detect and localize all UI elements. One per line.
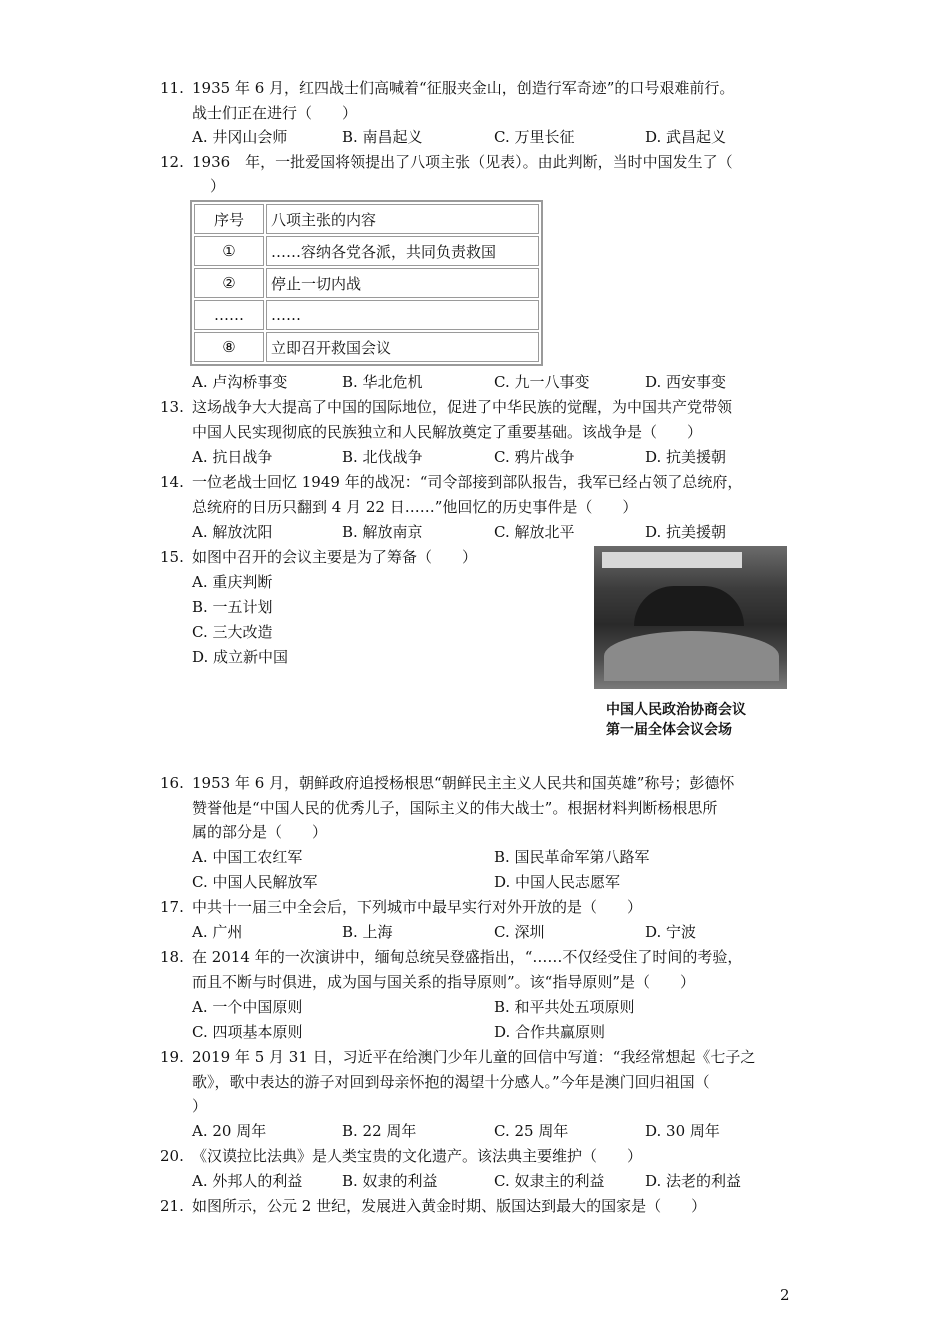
option-d[interactable]: D. 西安事变	[645, 373, 727, 391]
question-text: ）	[210, 177, 226, 195]
question-number: 14.	[160, 473, 184, 491]
option-a[interactable]: A. 20 周年	[192, 1122, 267, 1140]
option-c[interactable]: C. 万里长征	[494, 128, 575, 146]
table-header-row	[194, 204, 539, 234]
question-text: 中国人民实现彻底的民族独立和人民解放奠定了重要基础。该战争是（ ）	[192, 423, 703, 441]
option-b[interactable]: B. 上海	[342, 923, 393, 941]
photo-floor	[604, 631, 779, 681]
option-c[interactable]: C. 奴隶主的利益	[494, 1172, 605, 1190]
question-text: 歌》，歌中表达的游子对回到母亲怀抱的渴望十分感人。”今年是澳门回归祖国（	[192, 1073, 710, 1091]
option-c[interactable]: C. 解放北平	[494, 523, 575, 541]
question-text: 在 2014 年的一次演讲中，缅甸总统吴登盛指出，“……不仅经受住了时间的考验，	[192, 948, 743, 966]
table-cell: ……容纳各党各派，共同负责救国	[266, 236, 539, 266]
option-c[interactable]: C. 三大改造	[192, 623, 273, 641]
question-text: 1935 年 6 月，红四战士们高喊着“征服夹金山，创造行军奇迹”的口号艰难前行。	[192, 79, 735, 97]
option-b[interactable]: B. 奴隶的利益	[342, 1172, 438, 1190]
table-row	[194, 236, 539, 266]
question-text: 而且不断与时俱进，成为国与国关系的指导原则”。该“指导原则”是（ ）	[192, 973, 696, 991]
question-text: 1953 年 6 月，朝鲜政府追授杨根思“朝鲜民主主义人民共和国英雄”称号；彭德怀	[192, 774, 735, 792]
option-b[interactable]: B. 华北危机	[342, 373, 423, 391]
option-d[interactable]: D. 30 周年	[645, 1122, 720, 1140]
question-text: 赞誉他是“中国人民的优秀儿子，国际主义的伟大战士”。根据材料判断杨根思所	[192, 799, 718, 817]
option-a[interactable]: A. 卢沟桥事变	[192, 373, 288, 391]
photo-stage	[634, 586, 744, 626]
option-b[interactable]: B. 和平共处五项原则	[494, 998, 635, 1016]
option-d[interactable]: D. 宁波	[645, 923, 697, 941]
table-cell: ②	[194, 268, 264, 298]
table-cell: ①	[194, 236, 264, 266]
question-text: 这场战争大大提高了中国的国际地位，促进了中华民族的觉醒，为中国共产党带领	[192, 398, 733, 416]
question-number: 21.	[160, 1197, 184, 1215]
question-text: 如图中召开的会议主要是为了筹备（ ）	[192, 548, 478, 566]
question-text: 如图所示，公元 2 世纪，发展进入黄金时期、版国达到最大的国家是（ ）	[192, 1197, 707, 1215]
question-text: 《汉谟拉比法典》是人类宝贵的文化遗产。该法典主要维护（ ）	[192, 1147, 643, 1165]
option-a[interactable]: A. 一个中国原则	[192, 998, 303, 1016]
option-a[interactable]: A. 中国工农红军	[192, 848, 303, 866]
question-number: 18.	[160, 948, 184, 966]
option-b[interactable]: B. 北伐战争	[342, 448, 423, 466]
question-text: 1936 年，一批爱国将领提出了八项主张（见表）。由此判断，当时中国发生了（	[192, 153, 733, 171]
option-d[interactable]: D. 抗美援朝	[645, 448, 727, 466]
option-d[interactable]: D. 武昌起义	[645, 128, 727, 146]
question-number: 20.	[160, 1147, 184, 1165]
question-text: 一位老战士回忆 1949 年的战况：“司令部接到部队报告，我军已经占领了总统府，	[192, 473, 743, 491]
table-row	[194, 300, 539, 330]
option-b[interactable]: B. 南昌起义	[342, 128, 423, 146]
option-c[interactable]: C. 中国人民解放军	[192, 873, 318, 891]
question-text: 属的部分是（ ）	[192, 823, 328, 841]
option-b[interactable]: B. 22 周年	[342, 1122, 417, 1140]
question-number: 13.	[160, 398, 184, 416]
option-c[interactable]: C. 四项基本原则	[192, 1023, 303, 1041]
question-number: 11.	[160, 79, 184, 97]
question-number: 15.	[160, 548, 184, 566]
table-header: 序号	[194, 204, 264, 234]
option-d[interactable]: D. 法老的利益	[645, 1172, 742, 1190]
option-b[interactable]: B. 国民革命军第八路军	[494, 848, 650, 866]
option-b[interactable]: B. 一五计划	[192, 598, 273, 616]
table-cell: 停止一切内战	[266, 268, 539, 298]
table-cell: ……	[194, 300, 264, 330]
option-c[interactable]: C. 25 周年	[494, 1122, 569, 1140]
page-number: 2	[780, 1286, 790, 1304]
option-a[interactable]: A. 外邦人的利益	[192, 1172, 303, 1190]
photo-caption: 第一届全体会议会场	[606, 722, 732, 738]
table-row	[194, 268, 539, 298]
option-d[interactable]: D. 成立新中国	[192, 648, 289, 666]
option-a[interactable]: A. 解放沈阳	[192, 523, 273, 541]
option-c[interactable]: C. 鸦片战争	[494, 448, 575, 466]
question-number: 16.	[160, 774, 184, 792]
option-a[interactable]: A. 抗日战争	[192, 448, 273, 466]
option-a[interactable]: A. 重庆判断	[192, 573, 273, 591]
question-text: 中共十一届三中全会后，下列城市中最早实行对外开放的是（ ）	[192, 898, 643, 916]
question-text: 总统府的日历只翻到 4 月 22 日……”他回忆的历史事件是（ ）	[192, 498, 638, 516]
question-text: ）	[192, 1097, 208, 1115]
option-a[interactable]: A. 井冈山会师	[192, 128, 288, 146]
option-a[interactable]: A. 广州	[192, 923, 243, 941]
question-text: 2019 年 5 月 31 日，习近平在给澳门少年儿童的回信中写道：“我经常想起《七子之	[192, 1048, 756, 1066]
option-b[interactable]: B. 解放南京	[342, 523, 423, 541]
table-cell: ……	[266, 300, 539, 330]
table-header: 八项主张的内容	[266, 204, 539, 234]
question-number: 19.	[160, 1048, 184, 1066]
question-text: 战士们正在进行（ ）	[192, 104, 358, 122]
photo-caption: 中国人民政治协商会议	[606, 702, 746, 718]
table-cell: 立即召开救国会议	[266, 332, 539, 362]
option-c[interactable]: C. 九一八事变	[494, 373, 590, 391]
option-c[interactable]: C. 深圳	[494, 923, 545, 941]
question-number: 17.	[160, 898, 184, 916]
question-number: 12.	[160, 153, 184, 171]
eight-proposals-table	[190, 200, 543, 366]
table-row	[194, 332, 539, 362]
photo-banner	[602, 552, 742, 568]
option-d[interactable]: D. 抗美援朝	[645, 523, 727, 541]
option-d[interactable]: D. 合作共赢原则	[494, 1023, 606, 1041]
table-cell: ⑧	[194, 332, 264, 362]
option-d[interactable]: D. 中国人民志愿军	[494, 873, 621, 891]
conference-hall-photo	[594, 546, 787, 689]
